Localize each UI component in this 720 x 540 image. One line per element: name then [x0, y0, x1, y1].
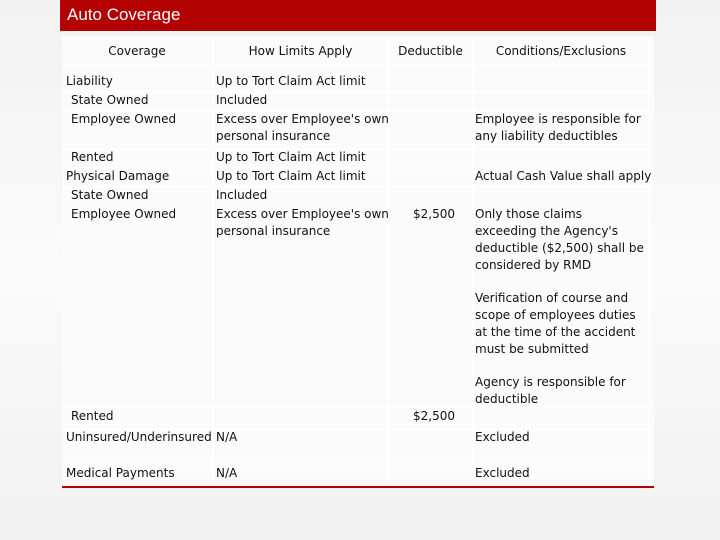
condition-text: Agency is responsible for deductible [475, 375, 626, 406]
limit-text: Excess over Employee's own [216, 207, 389, 221]
condition-text: Actual Cash Value shall apply [475, 169, 652, 183]
condition-text: Only those claims exceeding the Agency's deductible ($2,500) shall be considered by RMD [475, 207, 644, 272]
limit-text: Included [216, 93, 268, 107]
title-bar [60, 0, 656, 31]
condition-text: Excluded [475, 430, 530, 444]
coverage-rented: Rented [71, 150, 114, 164]
coverage-physical-damage: Physical Damage [66, 169, 170, 183]
column-divider [212, 40, 214, 484]
column-divider [472, 40, 474, 484]
coverage-medical-payments: Medical Payments [66, 466, 175, 480]
header-coverage: Coverage [108, 44, 166, 58]
coverage-employee-owned: Employee Owned [71, 112, 177, 126]
coverage-state-owned: State Owned [71, 93, 149, 107]
coverage-table [62, 36, 654, 488]
coverage-liability: Liability [66, 74, 113, 88]
coverage-uninsured: Uninsured/Underinsured [66, 430, 212, 444]
coverage-state-owned: State Owned [71, 188, 149, 202]
limit-text: personal insurance [216, 129, 331, 143]
limit-text: N/A [216, 466, 238, 480]
coverage-employee-owned: Employee Owned [71, 207, 177, 221]
header-limits: How Limits Apply [248, 44, 353, 58]
deductible-value: $2,500 [413, 409, 455, 423]
limit-text: Up to Tort Claim Act limit [216, 150, 366, 164]
limit-text: N/A [216, 430, 238, 444]
condition-text: Verification of course and scope of employees duties at the time of the accident must be submitted [475, 291, 636, 356]
page-title: Auto Coverage [67, 5, 181, 24]
limit-text: Up to Tort Claim Act limit [216, 74, 366, 88]
limit-text: Excess over Employee's own [216, 112, 389, 126]
limit-text: personal insurance [216, 224, 331, 238]
coverage-rented: Rented [71, 409, 114, 423]
limit-text: Included [216, 188, 268, 202]
header-conditions: Conditions/Exclusions [495, 44, 627, 58]
condition-text: Excluded [475, 466, 530, 480]
row-divider [62, 65, 654, 67]
column-divider [648, 40, 650, 484]
column-divider [387, 40, 389, 484]
condition-text: Employee is responsible for any liability deductibles [475, 112, 641, 143]
header-deductible: Deductible [398, 44, 463, 58]
row-divider [62, 91, 654, 93]
limit-text: Up to Tort Claim Act limit [216, 169, 366, 183]
deductible-value: $2,500 [413, 207, 455, 221]
row-divider [62, 186, 654, 188]
